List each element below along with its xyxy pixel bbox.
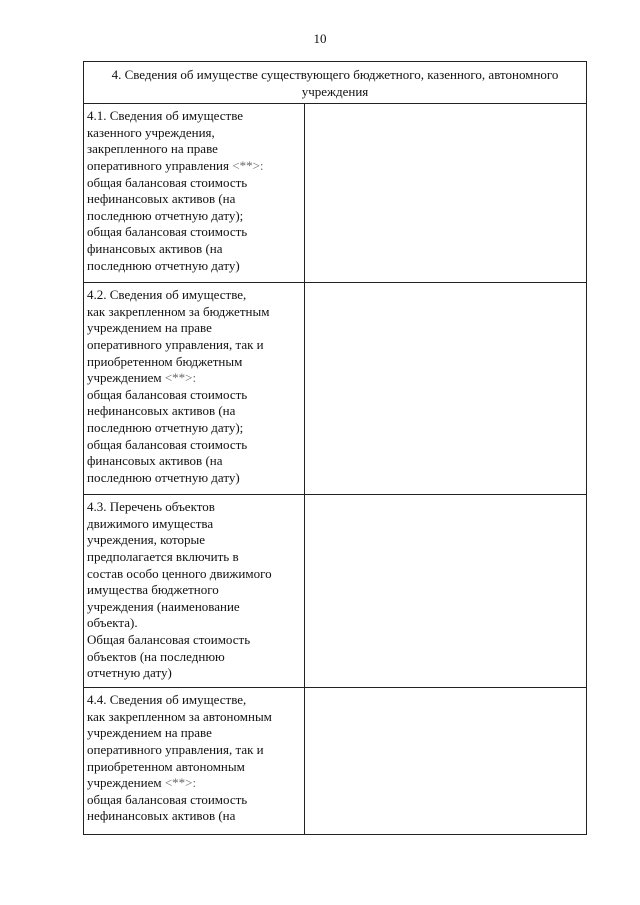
table-row: [84, 283, 587, 495]
footnote-marker: <**>:: [229, 157, 264, 173]
row-value-cell[interactable]: [305, 283, 587, 495]
row-label: [84, 104, 305, 283]
row-value-cell[interactable]: [305, 495, 587, 688]
table-row: [84, 495, 587, 688]
row-label-text-tail: общая балансовая стоимость нефинансовых активов (на: [87, 791, 248, 824]
footnote-marker: <**>:: [161, 370, 197, 386]
table-row: [84, 104, 587, 283]
row-label-text-tail: общая балансовая стоимость нефинансовых активов (на последнюю отчетную дату); общая балансовая стоимость финансовых активов (на последнюю отчетную дату): [87, 386, 248, 485]
row-value-cell[interactable]: [305, 104, 587, 283]
row-label-text: 4.2. Сведения об имуществе, как закрепленном за бюджетным учреждением на праве оперативного управления, так и приобретенном бюджетным учреждением: [87, 287, 270, 386]
row-label: [84, 283, 305, 495]
row-label: [84, 495, 305, 688]
row-label-text: 4.3. Перечень объектов движимого имущества учреждения, которые предполагается включить в состав особо ценного движимого имущества бюджетного учреждения (наименование объекта). Общая балансовая стоимость объектов (на последнюю отчетную дату): [87, 499, 272, 681]
row-label-text-tail: общая балансовая стоимость нефинансовых активов (на последнюю отчетную дату); общая балансовая стоимость финансовых активов (на последнюю отчетную дату): [87, 174, 248, 273]
section-header-row: [84, 62, 587, 104]
page-number: 10: [313, 31, 327, 46]
property-info-table: [83, 61, 587, 835]
row-label: [84, 688, 305, 835]
footnote-marker: <**>:: [161, 775, 197, 791]
table-row: [84, 688, 587, 835]
section-title: 4. Сведения об имуществе существующего бюджетного, казенного, автономного учреждения: [84, 62, 587, 104]
row-label-text: 4.4. Сведения об имуществе, как закрепленном за автономным учреждением на праве оперативного управления, так и приобретенном автономным учреждением: [87, 692, 272, 791]
row-label-text: 4.1. Сведения об имуществе казенного учреждения, закрепленного на праве оперативного управления: [87, 108, 244, 173]
row-value-cell[interactable]: [305, 688, 587, 835]
